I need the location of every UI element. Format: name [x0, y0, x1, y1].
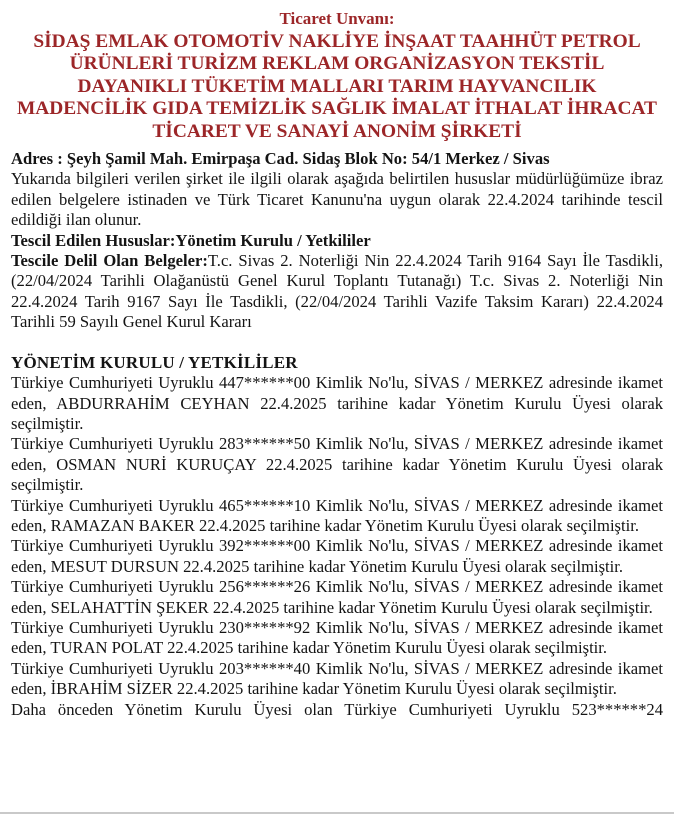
registered-matters-line — [11, 231, 663, 251]
board-member-paragraph: Türkiye Cumhuriyeti Uyruklu 392******00 Kimlik No'lu, SİVAS / MERKEZ adresinde ikamet eden, MESUT DURSUN 22.4.2025 tarihine kadar Yönetim Kurulu Üyesi olarak seçilmiştir. — [11, 536, 663, 576]
board-members-list — [11, 373, 663, 720]
address-line: Adres : Şeyh Şamil Mah. Emirpaşa Cad. Sidaş Blok No: 54/1 Merkez / Sivas — [11, 149, 550, 169]
evidence-paragraph — [11, 251, 663, 333]
company-name: SİDAŞ EMLAK OTOMOTİV NAKLİYE İNŞAAT TAAHHÜT PETROL ÜRÜNLERİ TURİZM REKLAM ORGANİZASYON TEKSTİL DAYANIKLI TÜKETİM MALLARI TARIM HAYVANCILIK MADENCİLİK GIDA TEMİZLİK SAĞLIK İMALAT İTHALAT İHRACAT TİCARET VE SANAYİ ANONİM ŞİRKETİ — [16, 31, 657, 142]
board-member-paragraph: Türkiye Cumhuriyeti Uyruklu 447******00 Kimlik No'lu, SİVAS / MERKEZ adresinde ikamet eden, ABDURRAHİM CEYHAN 22.4.2025 tarihine kadar Yönetim Kurulu Üyesi olarak seçilmiştir. — [11, 373, 663, 433]
announcement-paragraph: Yukarıda bilgileri verilen şirket ile ilgili olarak aşağıda belirtilen hususlar müdürlüğümüze ibraz edilen belgelere istinaden ve Türk Ticaret Kanunu'na uygun olarak 22.4.2024 tarihinde tescil edildiği ilan olunur. — [11, 169, 663, 230]
registered-matters-value: Yönetim Kurulu / Yetkililer — [175, 230, 371, 250]
board-member-paragraph: Türkiye Cumhuriyeti Uyruklu 256******26 Kimlik No'lu, SİVAS / MERKEZ adresinde ikamet eden, SELAHATTİN ŞEKER 22.4.2025 tarihine kadar Yönetim Kurulu Üyesi olarak seçilmiştir. — [11, 577, 663, 617]
evidence-label: Tescile Delil Olan Belgeler: — [11, 251, 208, 271]
board-member-paragraph: Türkiye Cumhuriyeti Uyruklu 203******40 Kimlik No'lu, SİVAS / MERKEZ adresinde ikamet eden, İBRAHİM SİZER 22.4.2025 tarihine kadar Yönetim Kurulu Üyesi olarak seçilmiştir. — [11, 658, 663, 699]
trade-name-label: Ticaret Unvanı: — [279, 9, 395, 28]
board-member-paragraph-clipped: Daha önceden Yönetim Kurulu Üyesi olan Türkiye Cumhuriyeti Uyruklu 523******24 — [11, 699, 663, 719]
page-bottom-divider — [0, 812, 674, 814]
board-section-heading: YÖNETİM KURULU / YETKİLİLER — [11, 352, 298, 372]
evidence-text: T.c. Sivas 2. Noterliği Nin 22.4.2024 Tarih 9164 Sayı İle Tasdikli, (22/04/2024 Tarihli Olağanüstü Genel Kurul Toplantı Tutanağı) T.c. Sivas 2. Noterliği Nin 22.4.2024 Tarih 9167 Sayı İle Tasdikli, (22/04/2024 Tarihli Vazife Taksim Kararı) 22.4.2024 Tarihli 59 Sayılı Genel Kurul Kararı — [11, 251, 663, 332]
board-member-paragraph: Türkiye Cumhuriyeti Uyruklu 465******10 Kimlik No'lu, SİVAS / MERKEZ adresinde ikamet eden, RAMAZAN BAKER 22.4.2025 tarihine kadar Yönetim Kurulu Üyesi olarak seçilmiştir. — [11, 495, 663, 535]
registered-matters-label: Tescil Edilen Hususlar: — [11, 230, 176, 250]
board-member-paragraph: Türkiye Cumhuriyeti Uyruklu 283******50 Kimlik No'lu, SİVAS / MERKEZ adresinde ikamet eden, OSMAN NURİ KURUÇAY 22.4.2025 tarihine kadar Yönetim Kurulu Üyesi olarak seçilmiştir. — [11, 434, 663, 495]
board-member-paragraph: Türkiye Cumhuriyeti Uyruklu 230******92 Kimlik No'lu, SİVAS / MERKEZ adresinde ikamet eden, TURAN POLAT 22.4.2025 tarihine kadar Yönetim Kurulu Üyesi olarak seçilmiştir. — [11, 617, 663, 658]
